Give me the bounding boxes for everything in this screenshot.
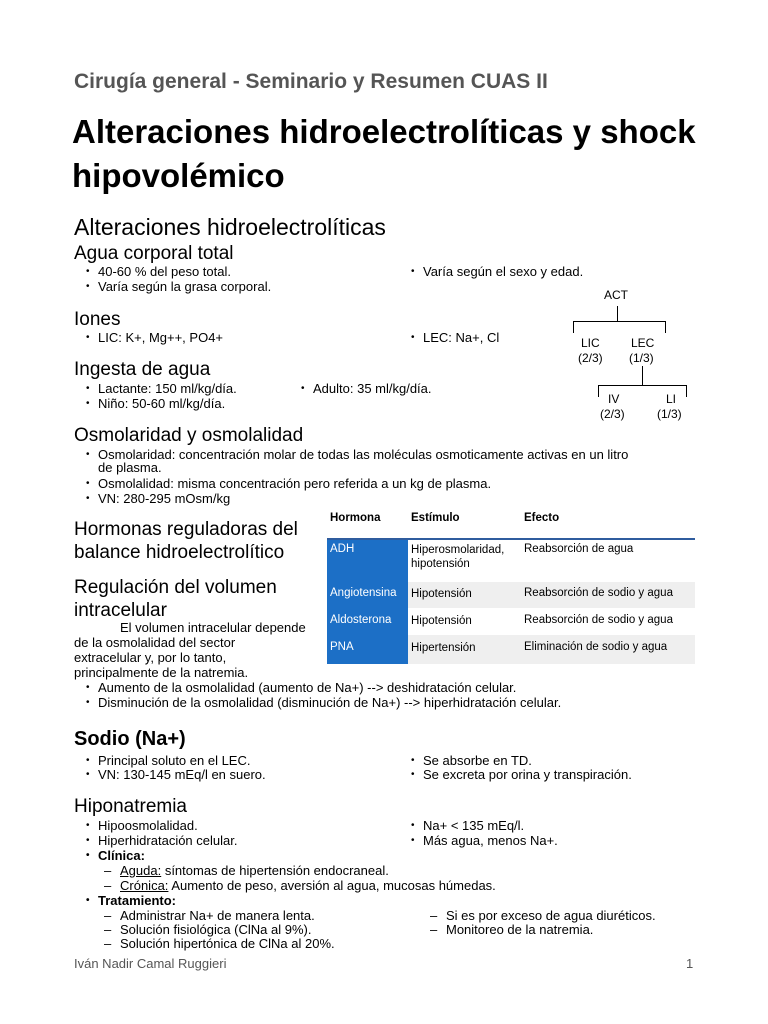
ingesta-bullet-3: • Adulto: 35 ml/kg/día. bbox=[289, 381, 432, 396]
table-row bbox=[327, 608, 695, 635]
iones-bullet-1: • LIC: K+, Mg++, PO4+ bbox=[74, 330, 223, 345]
hipona-cronica bbox=[74, 878, 496, 893]
tratamiento-item-2: – Solución fisiológica (ClNa al 9%). bbox=[74, 922, 311, 937]
regulacion-heading-line1: Regulación del volumen bbox=[74, 577, 277, 598]
ingesta-heading: Ingesta de agua bbox=[74, 359, 211, 380]
table-cell-estimulo: Hipotensión bbox=[411, 588, 472, 600]
osmo-heading: Osmolaridad y osmolalidad bbox=[74, 425, 304, 446]
document-title: Alteraciones hidroelectrolíticas y shock hipovolémico bbox=[72, 113, 696, 194]
hiponatremia-heading: Hiponatremia bbox=[74, 796, 187, 817]
diagram-li: LI bbox=[666, 392, 677, 406]
diagram-lic: LIC bbox=[581, 336, 600, 350]
diagram-act: ACT bbox=[604, 288, 628, 302]
hipona-bullet-1: • Hipoosmolalidad. bbox=[74, 818, 198, 833]
diagram-lec: LEC bbox=[631, 336, 655, 350]
tratamiento-item-5: – Monitoreo de la natremia. bbox=[400, 922, 593, 937]
regulacion-text-3: extracelular y, por lo tanto, bbox=[74, 650, 227, 665]
iones-bullet-2: • LEC: Na+, Cl bbox=[399, 330, 499, 345]
table-cell-hormona: ADH bbox=[327, 540, 408, 582]
table-cell-hormona: Aldosterona bbox=[327, 608, 408, 635]
cronica-text: Aumento de peso, aversión al agua, mucosas húmedas. bbox=[168, 878, 496, 893]
agua-bullet-1: • 40-60 % del peso total. bbox=[74, 264, 231, 279]
table-cell-hormona: PNA bbox=[327, 635, 408, 664]
osmo-bullet-1-cont: de plasma. bbox=[98, 460, 162, 475]
agua-bullet-2: • Varía según la grasa corporal. bbox=[74, 279, 271, 294]
aguda-text: síntomas de hipertensión endocraneal. bbox=[161, 863, 389, 878]
regulacion-bullet-2: • Disminución de la osmolalidad (disminución de Na+) --> hiperhidratación celular. bbox=[74, 695, 561, 710]
diagram-iv: IV bbox=[608, 392, 620, 406]
page-number: 1 bbox=[686, 956, 694, 971]
diagram-li-frac: (1/3) bbox=[657, 407, 682, 421]
hipona-bullet-3: • Na+ < 135 mEq/l. bbox=[399, 818, 524, 833]
sodio-bullet-1: • Principal soluto en el LEC. bbox=[74, 753, 250, 768]
table-row bbox=[327, 540, 695, 582]
regulacion-heading-line2: intracelular bbox=[74, 600, 167, 621]
cronica-label: Crónica: bbox=[120, 878, 169, 893]
sodio-heading: Sodio (Na+) bbox=[74, 728, 186, 750]
ingesta-bullet-2: • Niño: 50-60 ml/kg/día. bbox=[74, 396, 225, 411]
regulacion-bullet-1: • Aumento de la osmolalidad (aumento de Na+) --> deshidratación celular. bbox=[74, 680, 516, 695]
iones-heading: Iones bbox=[74, 309, 121, 330]
hipona-tratamiento: • Tratamiento: bbox=[74, 893, 176, 908]
osmo-bullet-1: • Osmolaridad: concentración molar de todas las moléculas osmoticamente activas en un litro bbox=[74, 447, 628, 462]
sodio-bullet-4: • Se excreta por orina y transpiración. bbox=[399, 767, 632, 782]
table-cell-efecto: Reabsorción de agua bbox=[524, 543, 634, 555]
agua-bullet-3: • Varía según el sexo y edad. bbox=[399, 264, 583, 279]
hipona-clinica: • Clínica: bbox=[74, 848, 145, 863]
table-cell-estimulo: Hiperosmolaridad, bbox=[411, 544, 505, 556]
osmo-bullet-2: • Osmolalidad: misma concentración pero referida a un kg de plasma. bbox=[74, 476, 491, 491]
regulacion-text-1: El volumen intracelular depende bbox=[120, 620, 306, 635]
table-cell-efecto: Reabsorción de sodio y agua bbox=[524, 614, 673, 626]
diagram-lec-frac: (1/3) bbox=[629, 351, 654, 365]
table-header-efecto: Efecto bbox=[524, 512, 560, 524]
regulacion-text-4: principalmente de la natremia. bbox=[74, 665, 249, 680]
table-row bbox=[327, 635, 695, 664]
sodio-bullet-3: • Se absorbe en TD. bbox=[399, 753, 532, 768]
footer-author: Iván Nadir Camal Ruggieri bbox=[74, 956, 227, 971]
regulacion-text-2: de la osmolalidad del sector bbox=[74, 635, 236, 650]
hipona-bullet-4: • Más agua, menos Na+. bbox=[399, 833, 558, 848]
hormonas-heading-line2: balance hidroelectrolítico bbox=[74, 542, 285, 563]
table-header-estimulo: Estímulo bbox=[411, 512, 460, 524]
section-heading: Alteraciones hidroelectrolíticas bbox=[74, 214, 386, 240]
aguda-label: Aguda: bbox=[120, 863, 162, 878]
ingesta-bullet-1: • Lactante: 150 ml/kg/día. bbox=[74, 381, 237, 396]
table-cell-efecto: Eliminación de sodio y agua bbox=[524, 641, 668, 653]
table-cell-efecto: Reabsorción de sodio y agua bbox=[524, 587, 673, 599]
diagram-lic-frac: (2/3) bbox=[578, 351, 603, 365]
table-cell-estimulo-cont: hipotensión bbox=[411, 558, 470, 570]
table-cell-hormona: Angiotensina bbox=[327, 582, 408, 608]
diagram-iv-frac: (2/3) bbox=[600, 407, 625, 421]
table-cell-estimulo: Hipotensión bbox=[411, 615, 472, 627]
tratamiento-item-1: – Administrar Na+ de manera lenta. bbox=[74, 908, 315, 923]
agua-heading: Agua corporal total bbox=[74, 243, 234, 264]
table-row bbox=[327, 582, 695, 608]
tratamiento-item-4: – Si es por exceso de agua diuréticos. bbox=[400, 908, 656, 923]
osmo-bullet-3: • VN: 280-295 mOsm/kg bbox=[74, 491, 230, 506]
document-subtitle: Cirugía general - Seminario y Resumen CUAS II bbox=[74, 70, 548, 93]
hipona-bullet-2: • Hiperhidratación celular. bbox=[74, 833, 237, 848]
tratamiento-item-3: – Solución hipertónica de ClNa al 20%. bbox=[74, 936, 335, 951]
sodio-bullet-2: • VN: 130-145 mEq/l en suero. bbox=[74, 767, 266, 782]
table-cell-estimulo: Hipertensión bbox=[411, 642, 476, 654]
hormonas-heading-line1: Hormonas reguladoras del bbox=[74, 519, 298, 540]
hipona-aguda bbox=[74, 863, 389, 878]
table-header-hormona: Hormona bbox=[330, 512, 381, 524]
